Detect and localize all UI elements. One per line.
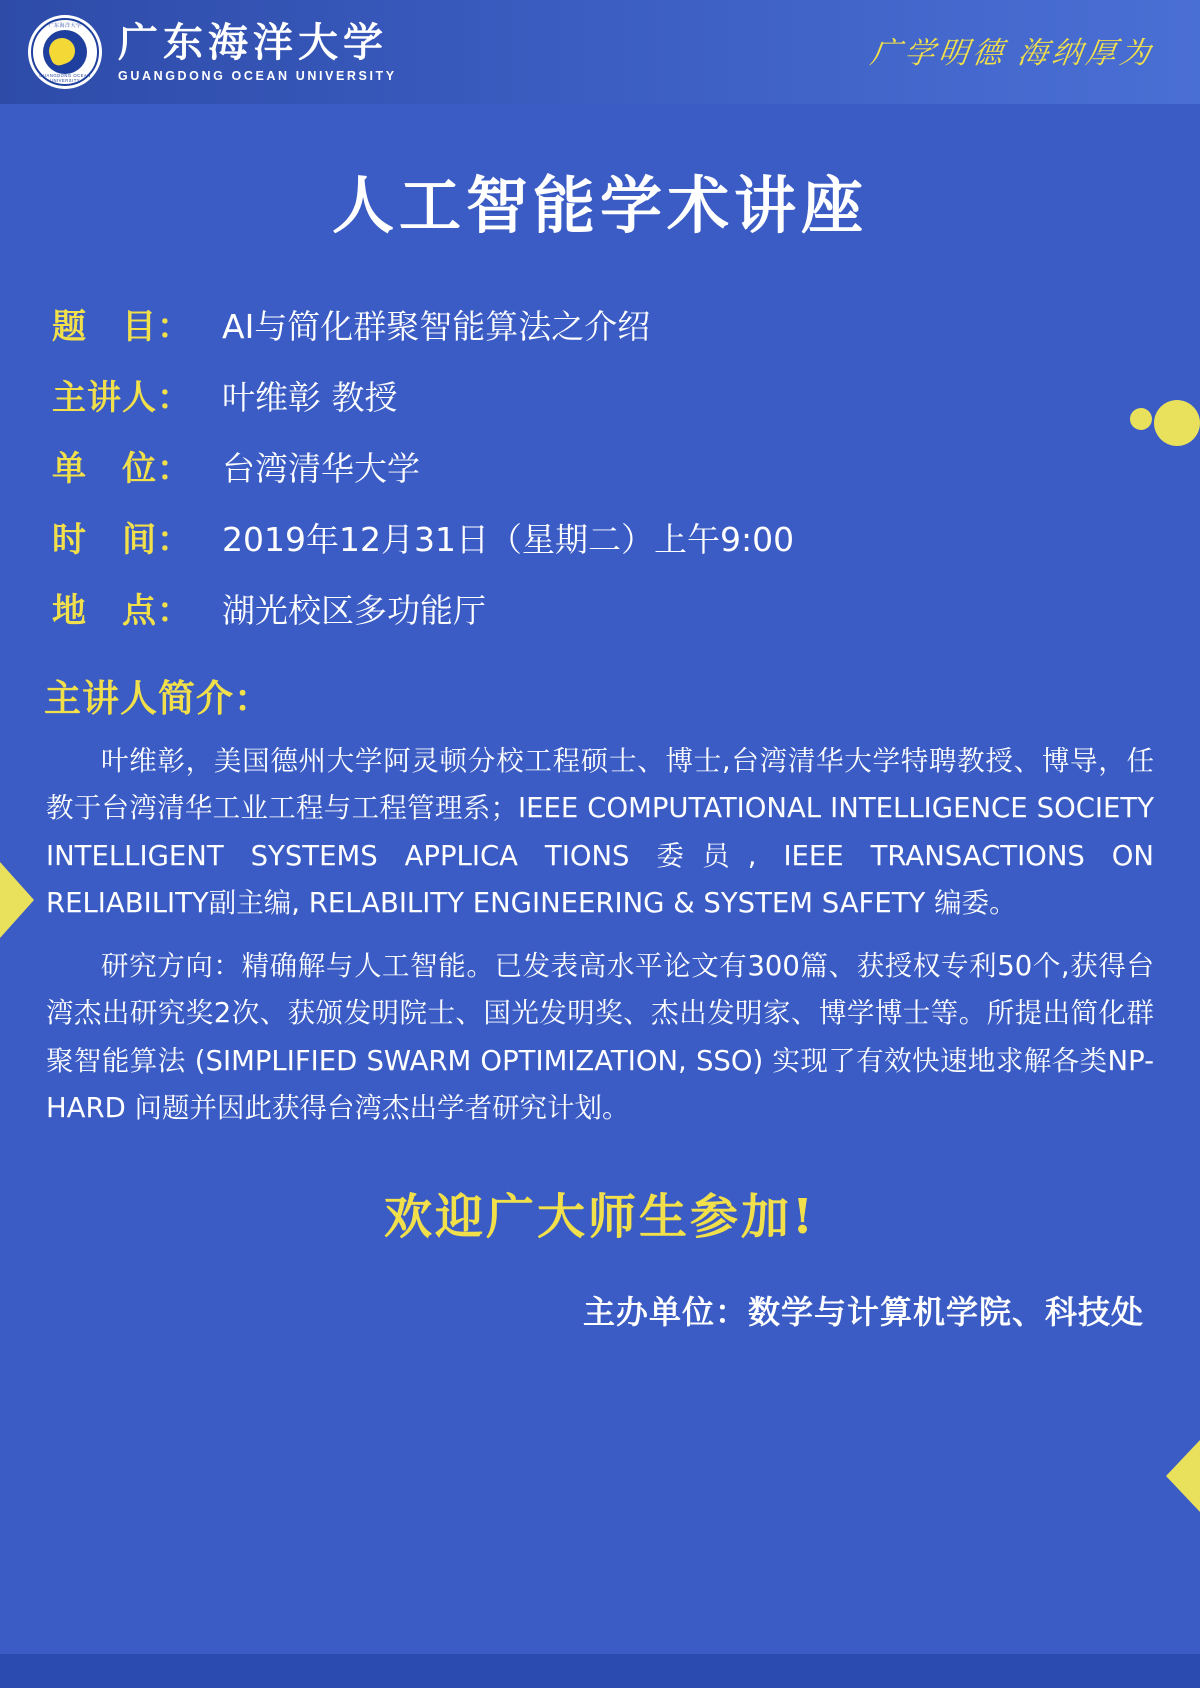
info-row-topic: [52, 299, 1200, 348]
info-row-speaker: [52, 370, 1200, 419]
chevron-right-decoration: [1166, 1440, 1200, 1512]
bio-paragraph-1: 叶维彰，美国德州大学阿灵顿分校工程硕士、博士,台湾清华大学特聘教授、博导，任教于台湾清华工业工程与工程管理系；IEEE COMPUTATIONAL INTELLIGENCE SOCIETY INTELLIGENT SYSTEMS APPLICA TIONS 委员, IEEE TRANSACTIONS ON RELIABILITY副主编, RELABILITY ENGINEERING & SYSTEM SAFETY 编委。: [46, 745, 1154, 919]
info-value: 叶维彰 教授: [222, 378, 398, 417]
info-label: 单 位：: [52, 449, 192, 489]
info-row-time: [52, 512, 1200, 561]
university-seal-icon: [28, 15, 102, 89]
welcome-text: 欢迎广大师生参加!: [383, 1189, 817, 1246]
university-motto: 广学明德 海纳厚为: [867, 37, 1156, 70]
info-value: 台湾清华大学: [222, 449, 420, 488]
page-title: 人工智能学术讲座: [331, 169, 868, 242]
info-label: 时 间：: [52, 520, 192, 560]
circle-decoration-small: [1130, 408, 1152, 430]
seal-top-text: 广东海洋大学: [48, 23, 82, 29]
info-value: 2019年12月31日（星期二）上午9:00: [222, 520, 795, 559]
info-value: 湖光校区多功能厅: [222, 591, 486, 630]
seal-bottom-text: GUANGDONG OCEAN UNIVERSITY: [39, 73, 91, 83]
chevron-left-decoration: [0, 862, 34, 938]
info-label: 题 目：: [52, 307, 192, 347]
info-label: 地 点：: [52, 591, 192, 631]
bottom-bar: [0, 1654, 1200, 1688]
lecture-info-block: [52, 299, 1200, 632]
info-label: 主讲人：: [52, 378, 192, 418]
university-name-en: GUANGDONG OCEAN UNIVERSITY: [118, 69, 397, 83]
circle-decoration-large: [1154, 400, 1200, 446]
organizer-text: 主办单位：数学与计算机学院、科技处: [582, 1293, 1144, 1332]
poster-header: [0, 0, 1200, 104]
bio-paragraph-2: 研究方向：精确解与人工智能。已发表高水平论文有300篇、获授权专利50个,获得台湾杰出研究奖2次、获颁发明院士、国光发明奖、杰出发明家、博学博士等。所提出简化群聚智能算法 (SIMPLIFIED SWARM OPTIMIZATION, SSO) 实现了有效快速地求解各类NP-HARD 问题并因此获得台湾杰出学者研究计划。: [46, 950, 1154, 1125]
university-name-group: [118, 21, 397, 83]
info-row-affiliation: [52, 441, 1200, 490]
university-logo-block: [28, 15, 397, 89]
university-name-cn: 广东海洋大学: [118, 20, 388, 66]
info-value: AI与简化群聚智能算法之介绍: [222, 307, 651, 346]
bio-heading: 主讲人简介：: [44, 677, 272, 720]
info-row-location: [52, 583, 1200, 632]
